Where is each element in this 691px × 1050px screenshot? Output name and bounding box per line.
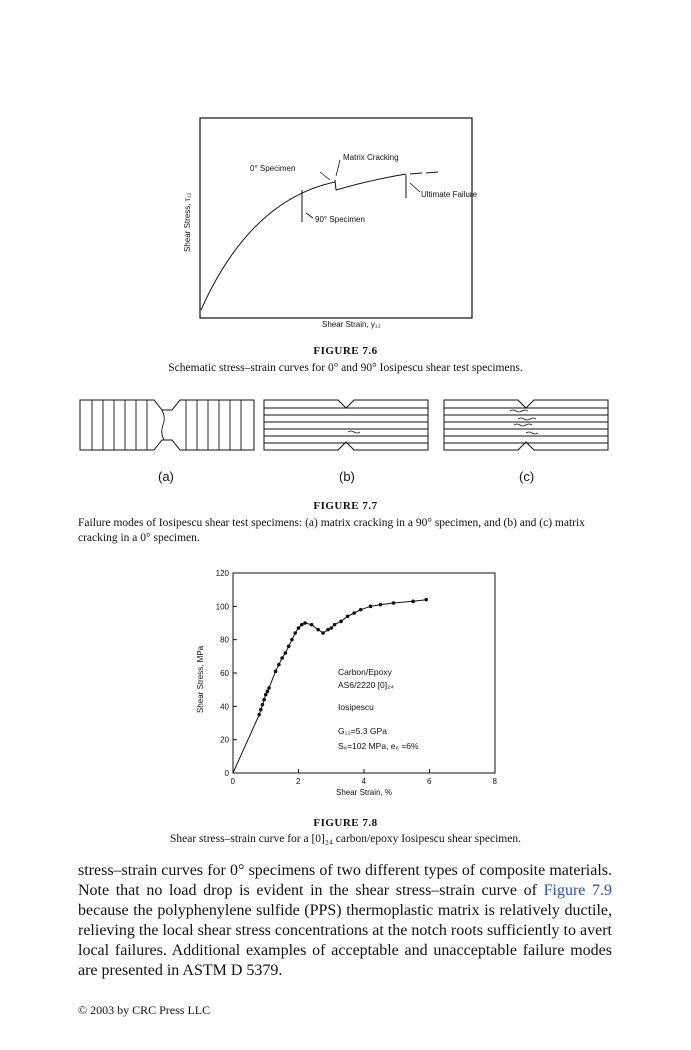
ultimate-failure-label: Ultimate Failure	[421, 190, 478, 199]
y-tick-label: 100	[215, 602, 229, 612]
figure-7-8-label: FIGURE 7.8	[313, 817, 378, 829]
x-tick-label: 4	[361, 777, 366, 786]
figure-7-6-caption: Schematic stress–strain curves for 0° and 90° Iosipescu shear test specimens.	[168, 362, 523, 374]
figure-7-9-link[interactable]: Figure 7.9	[543, 882, 612, 899]
x-tick-label: 8	[492, 777, 497, 786]
data-point	[316, 628, 320, 632]
legend-line-3: Iosipescu	[338, 702, 374, 712]
legend-line-2: AS6/2220 [0]₂₄	[338, 680, 394, 690]
data-point	[392, 601, 396, 605]
data-point	[280, 656, 284, 660]
data-point	[284, 651, 288, 655]
data-point	[359, 608, 363, 612]
specimen-c	[444, 400, 608, 450]
y-tick-label: 20	[220, 735, 229, 745]
legend-line-5: S₆=102 MPa, e₆ =6%	[338, 741, 419, 751]
data-point	[264, 693, 268, 697]
y-tick-label: 120	[215, 569, 229, 578]
zero-specimen-label: 0° Specimen	[250, 164, 296, 173]
x-tick-label: 6	[427, 777, 432, 786]
legend-line-4: G₁₂=5.3 GPa	[338, 726, 387, 736]
figure-7-7-caption: Failure modes of Iosipescu shear test specimens: (a) matrix cracking in a 90° specimen, and (b) and (c) matrix cracking in a 0° specimen.	[78, 517, 585, 544]
ninety-specimen-label: 90° Specimen	[315, 215, 365, 224]
y-tick-label: 40	[220, 702, 229, 712]
data-point	[266, 690, 270, 694]
body-text-1: stress–strain curves for 0° specimens of two different types of composite materials. Note that no load drop is evident in the shear stress–strain curve of	[78, 862, 612, 899]
data-point	[424, 598, 428, 602]
figure-7-6-xlabel: Shear Strain, γ₁₂	[322, 320, 381, 329]
data-point	[287, 645, 291, 649]
data-point	[274, 670, 278, 674]
data-point	[303, 621, 307, 625]
data-point	[297, 626, 301, 630]
y-tick-label: 0	[224, 769, 229, 778]
data-point	[290, 638, 294, 642]
matrix-cracking-label: Matrix Cracking	[343, 153, 399, 162]
panel-a-label: (a)	[158, 469, 174, 484]
data-point	[259, 708, 263, 712]
data-point	[300, 623, 304, 627]
data-point	[379, 603, 383, 607]
data-point	[257, 713, 261, 717]
data-point	[329, 626, 333, 630]
data-point	[267, 686, 271, 690]
figure-7-7-label: FIGURE 7.7	[313, 500, 378, 512]
data-point	[369, 605, 373, 609]
y-tick-label: 80	[220, 635, 229, 645]
data-point	[352, 611, 356, 615]
body-paragraph	[78, 861, 612, 981]
x-tick-label: 2	[296, 777, 301, 786]
figure-7-6-ylabel: Shear Stress, τ₁₂	[183, 192, 192, 252]
data-point	[346, 615, 350, 619]
figure-7-8-chart	[190, 565, 510, 805]
chart-xlabel: Shear Strain, %	[336, 788, 393, 797]
panel-c-label: (c)	[519, 469, 535, 484]
figure-7-6-schematic	[170, 110, 480, 330]
data-point	[277, 663, 281, 667]
figure-7-7-failure-modes	[78, 392, 616, 492]
legend-line-1: Carbon/Epoxy	[338, 667, 392, 677]
body-text-2: because the polyphenylene sulfide (PPS) thermoplastic matrix is relatively ductile, relieving the local shear stress concentrations at the notch roots sufficiently to avert local failures. Additional examples of acceptable and unacceptable failure modes are presented in ASTM D 5379.	[78, 902, 612, 979]
y-tick-label: 60	[220, 669, 229, 678]
data-point	[310, 623, 314, 627]
chart-ylabel: Shear Stress, MPa	[196, 645, 205, 713]
figure-7-8-caption: Shear stress–strain curve for a [0]₂₄ carbon/epoxy Iosipescu shear specimen.	[170, 833, 521, 845]
copyright-footer: © 2003 by CRC Press LLC	[78, 1003, 211, 1017]
data-point	[262, 698, 266, 702]
figure-7-6-label: FIGURE 7.6	[313, 345, 378, 357]
specimen-a	[80, 400, 254, 450]
data-point	[411, 600, 415, 604]
data-point	[326, 628, 330, 632]
data-point	[293, 631, 297, 635]
data-point	[339, 620, 343, 624]
panel-b-label: (b)	[339, 469, 355, 484]
specimen-b	[264, 400, 428, 450]
data-point	[261, 703, 265, 707]
data-point	[333, 623, 337, 627]
data-point	[321, 631, 325, 635]
x-tick-label: 0	[230, 777, 235, 786]
